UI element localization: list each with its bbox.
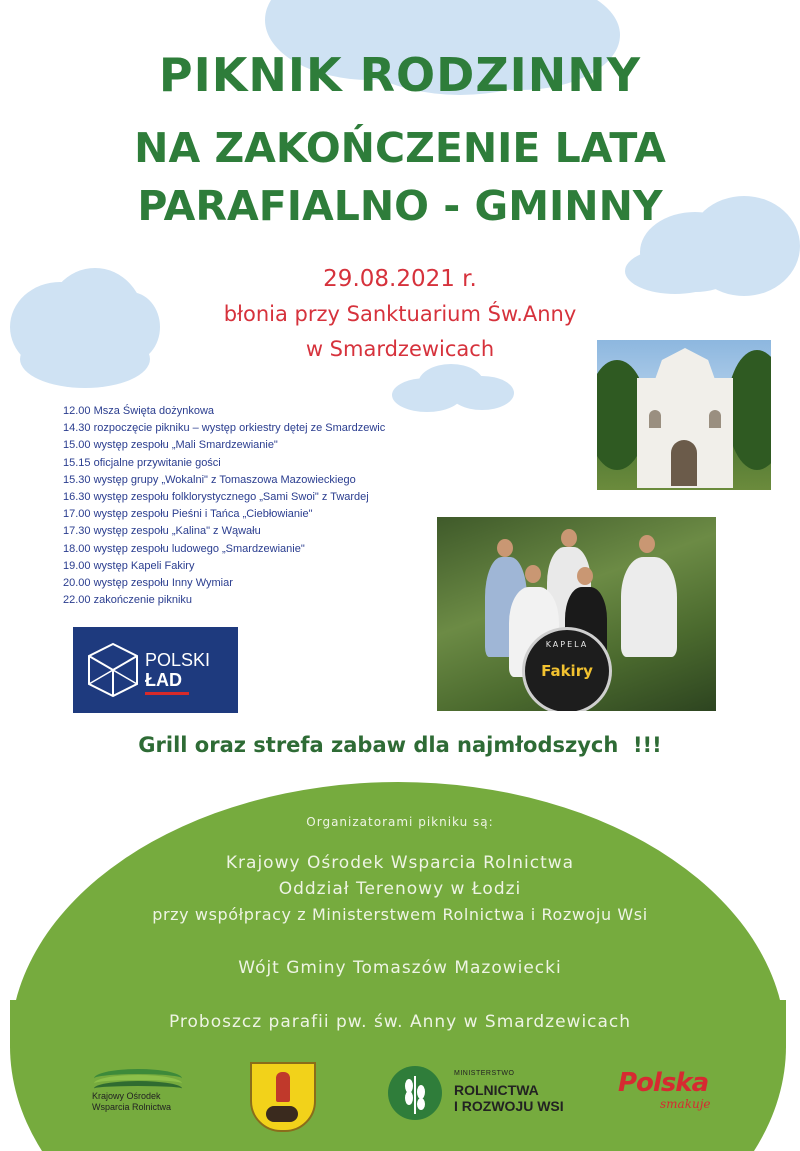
- kowr-logo: [90, 1067, 190, 1117]
- schedule-item: 19.00 występ Kapeli Fakiry: [63, 559, 195, 572]
- drum-top-label: KAPELA: [545, 640, 589, 649]
- schedule-item: 22.00 zakończenie pikniku: [63, 594, 193, 607]
- schedule-item: 17.30 występ zespołu „Kalina" z Wąwału: [63, 525, 261, 538]
- organizer-line-3: przy współpracy z Ministerstwem Rolnictwa i Rozwoju Wsi: [152, 905, 648, 924]
- title-line-2: NA ZAKOŃCZENIE LATA: [134, 124, 666, 172]
- band-drum: [522, 627, 612, 711]
- organizer-line-1: Krajowy Ośrodek Wsparcia Rolnictwa: [225, 853, 575, 873]
- organizer-line-2: Oddział Terenowy w Łodzi: [278, 879, 522, 899]
- polska-smakuje-logo: [618, 1068, 728, 1118]
- drum-label: Fakiry: [541, 662, 593, 680]
- ministry-line-2: I ROZWOJU WSI: [454, 1098, 564, 1114]
- schedule-item: 15.30 występ grupy „Wokalni" z Tomaszowa Mazowieckiego: [63, 473, 356, 486]
- schedule-item: 17.00 występ zespołu Pieśni i Tańca „Ciebłowianie": [63, 508, 313, 521]
- event-place-line-2: w Smardzewicach: [305, 337, 495, 361]
- polski-lad-icon: [83, 640, 143, 700]
- polski-lad-flag-stripe: [145, 692, 189, 695]
- schedule-item: 20.00 występ zespołu Inny Wymiar: [63, 577, 233, 590]
- wheat-icon: [388, 1066, 442, 1120]
- polski-lad-line-2: ŁAD: [145, 670, 182, 690]
- church-photo: [597, 340, 771, 490]
- organizers-heading: Organizatorami pikniku są:: [306, 815, 494, 829]
- schedule-item: 12.00 Msza Święta dożynkowa: [63, 405, 215, 417]
- kowr-line-1: Krajowy Ośrodek: [92, 1091, 161, 1101]
- polska-sub-label: smakuje: [660, 1097, 711, 1111]
- grill-announcement: Grill oraz strefa zabaw dla najmłodszych !!!: [138, 733, 662, 757]
- title-line-3: PARAFIALNO - GMINNY: [137, 182, 663, 230]
- schedule-item: 15.15 oficjalne przywitanie gości: [63, 456, 221, 469]
- band-photo: [437, 517, 716, 711]
- schedule-item: 18.00 występ zespołu ludowego „Smardzewianie": [63, 542, 305, 555]
- ministry-small-label: MINISTERSTWO: [454, 1070, 515, 1077]
- title-line-1: PIKNIK RODZINNY: [158, 48, 642, 102]
- organizer-line-5: Proboszcz parafii pw. św. Anny w Smardzewicach: [168, 1012, 632, 1032]
- event-date: 29.08.2021 r.: [323, 266, 477, 292]
- schedule-item: 15.00 występ zespołu „Mali Smardzewianie": [63, 439, 278, 452]
- polski-lad-line-1: POLSKI: [145, 650, 211, 670]
- ministry-logo: [388, 1066, 588, 1122]
- polska-main-label: Polska: [618, 1068, 709, 1098]
- schedule-list: [63, 403, 385, 609]
- schedule-item: 16.30 występ zespołu folklorystycznego „Sami Swoi" z Twardej: [63, 491, 369, 504]
- kowr-line-2: Wsparcia Rolnictwa: [92, 1102, 172, 1112]
- polski-lad-logo: [73, 627, 238, 713]
- coat-of-arms-logo: [250, 1062, 316, 1132]
- schedule-item: 14.30 rozpoczęcie pikniku – występ orkiestry dętej ze Smardzewic: [63, 422, 386, 435]
- ministry-line-1: ROLNICTWA: [454, 1082, 539, 1098]
- organizer-line-4: Wójt Gminy Tomaszów Mazowiecki: [238, 958, 562, 978]
- event-place-line-1: błonia przy Sanktuarium Św.Anny: [223, 302, 577, 326]
